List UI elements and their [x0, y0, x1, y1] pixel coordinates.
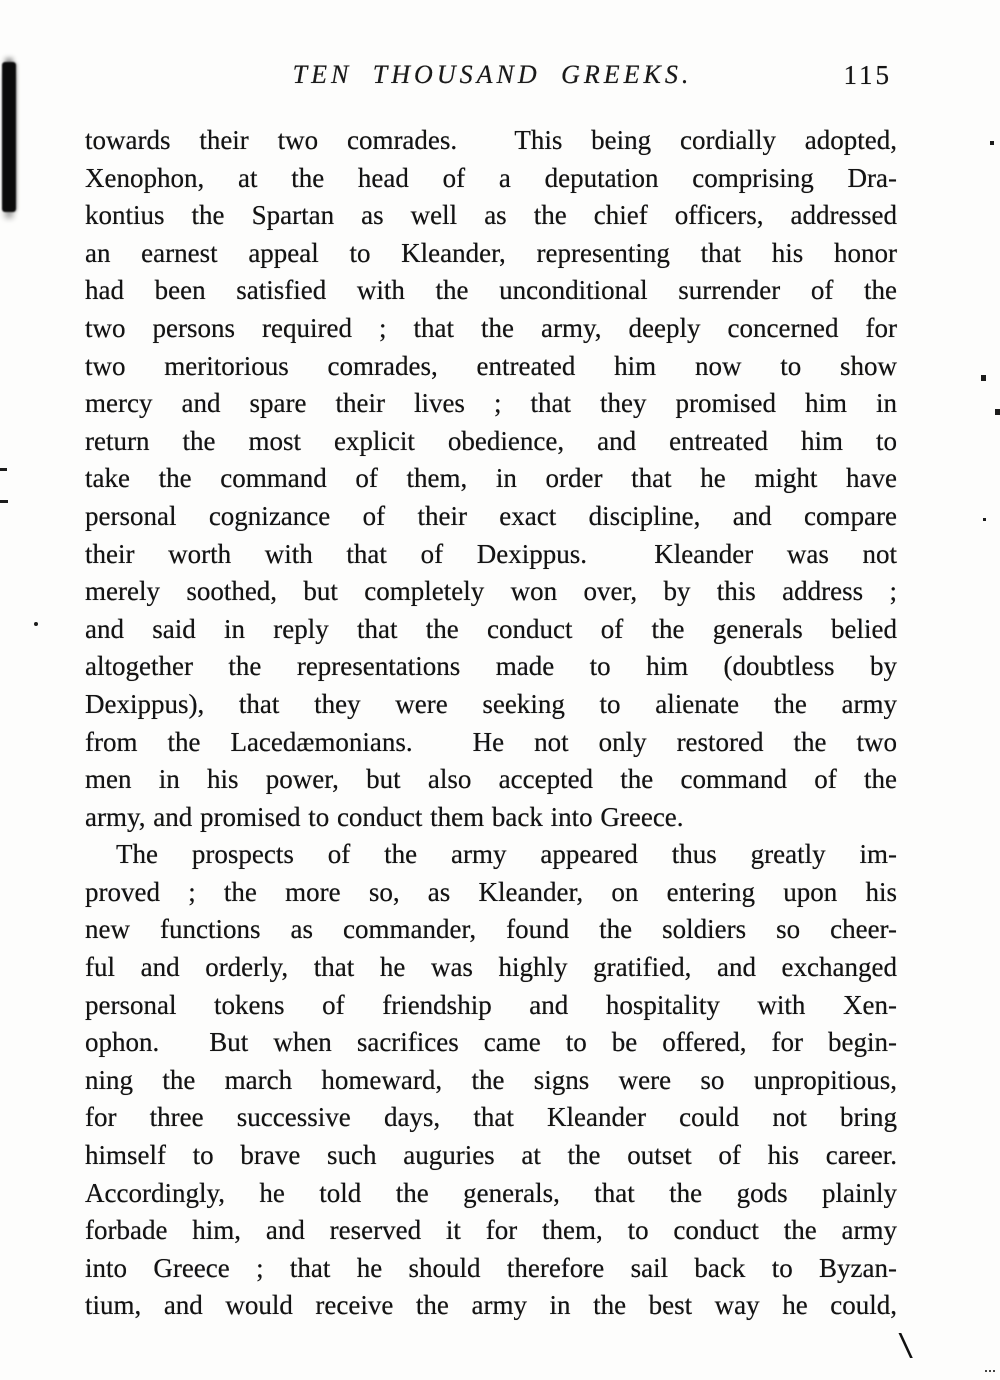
scan-speck: [985, 1370, 987, 1372]
text-line: for three successive days, that Kleander could not bring: [85, 1102, 897, 1133]
page-header-title: TEN THOUSAND GREEKS.: [292, 60, 693, 89]
running-head: [85, 60, 900, 96]
paragraph: [85, 122, 897, 836]
scan-speck: [0, 500, 8, 503]
scan-speck: [990, 141, 994, 145]
text-line: Xenophon, at the head of a deputation comprising Dra-: [85, 162, 897, 193]
page-body: [85, 122, 897, 1325]
scan-smudge-bar: [2, 62, 16, 212]
text-line: army, and promised to conduct them back into Greece.: [85, 801, 684, 832]
text-line: ful and orderly, that he was highly gratified, and exchanged: [85, 952, 897, 983]
text-line: towards their two comrades. This being cordially adopted,: [85, 125, 897, 155]
text-line: ophon. But when sacrifices came to be offered, for begin-: [85, 1027, 897, 1058]
text-line: mercy and spare their lives ; that they promised him in: [85, 388, 897, 419]
text-line: their worth with that of Dexippus. Kleander was not: [85, 538, 897, 569]
scan-speck: [983, 518, 986, 521]
text-line: personal tokens of friendship and hospitality with Xen-: [85, 989, 897, 1020]
pen-mark: \: [897, 1328, 916, 1363]
text-line: into Greece ; that he should therefore sail back to Byzan-: [85, 1252, 897, 1283]
text-line: two meritorious comrades, entreated him now to show: [85, 350, 897, 381]
scan-speck: [995, 409, 1000, 415]
scan-speck: [981, 375, 986, 381]
text-line: Accordingly, he told the generals, that the gods plainly: [85, 1177, 897, 1208]
text-line: men in his power, but also accepted the command of the: [85, 764, 897, 795]
page-number: 115: [843, 60, 892, 90]
text-line: personal cognizance of their exact discipline, and compare: [85, 500, 897, 531]
text-line: The prospects of the army appeared thus greatly im-: [116, 839, 897, 870]
text-line: forbade him, and reserved it for them, to conduct the army: [85, 1215, 897, 1246]
text-line: himself to brave such auguries at the outset of his career.: [85, 1140, 897, 1171]
text-line: ning the march homeward, the signs were so unpropitious,: [85, 1064, 897, 1095]
text-line: take the command of them, in order that he might have: [85, 463, 897, 494]
text-line: new functions as commander, found the soldiers so cheer-: [85, 914, 897, 945]
text-line: altogether the representations made to him (doubtless by: [85, 651, 897, 682]
paragraph: [85, 836, 897, 1325]
text-line: and said in reply that the conduct of the generals belied: [85, 613, 897, 644]
scan-speck: [34, 622, 38, 626]
text-line: merely soothed, but completely won over, by this address ;: [85, 576, 897, 607]
text-line: Dexippus), that they were seeking to alienate the army: [85, 688, 897, 719]
text-line: had been satisfied with the unconditional surrender of the: [85, 275, 897, 306]
text-line: return the most explicit obedience, and entreated him to: [85, 425, 897, 456]
text-line: kontius the Spartan as well as the chief officers, addressed: [85, 200, 897, 231]
text-line: proved ; the more so, as Kleander, on entering upon his: [85, 876, 897, 907]
text-line: from the Lacedæmonians. He not only restored the two: [85, 726, 897, 757]
scan-speck: [0, 468, 7, 471]
text-line: tium, and would receive the army in the best way he could,: [85, 1290, 897, 1321]
text-line: two persons required ; that the army, deeply concerned for: [85, 312, 897, 343]
text-line: an earnest appeal to Kleander, representing that his honor: [85, 237, 897, 268]
